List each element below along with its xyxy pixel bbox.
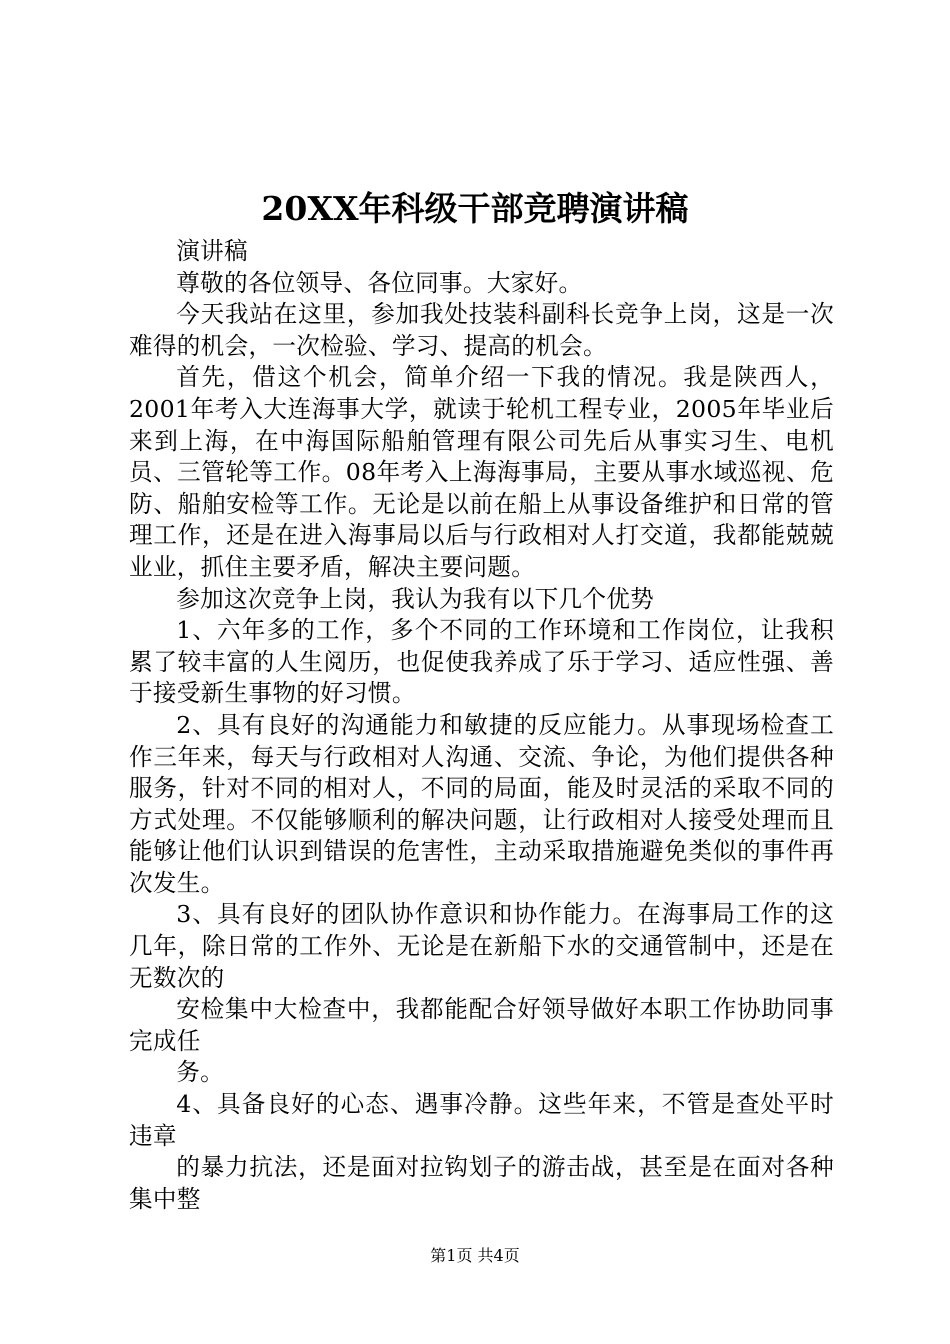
page-footer: 第1页 共4页: [430, 1246, 520, 1265]
paragraph: 务。: [176, 1058, 224, 1087]
paragraph: 演讲稿: [176, 237, 248, 265]
paragraph: 参加这次竞争上岗，我认为我有以下几个优势: [176, 584, 655, 613]
paragraph: 3、具有良好的团队协作意识和协作能力。在海事局工作的这几年，除日常的工作外、无论是在新船下水的交通管制中，还是在无数次的: [129, 900, 834, 992]
paragraph: 4、具备良好的心态、遇事冷静。这些年来，不管是查处平时违章: [129, 1090, 834, 1150]
paragraph: 安检集中大检查中，我都能配合好领导做好本职工作协助同事完成任: [129, 995, 834, 1055]
paragraph: 尊敬的各位领导、各位同事。大家好。: [176, 268, 583, 297]
document-body: [129, 236, 834, 1215]
document-title: 20XX年科级干部竞聘演讲稿: [261, 189, 689, 228]
paragraph: 2、具有良好的沟通能力和敏捷的反应能力。从事现场检查工作三年来，每天与行政相对人沟通、交流、争论，为他们提供各种服务，针对不同的相对人，不同的局面，能及时灵活的采取不同的方式处理。不仅能够顺利的解决问题，让行政相对人接受处理而且能够让他们认识到错误的危害性，主动采取措施避免类似的事件再次发生。: [129, 710, 834, 897]
paragraph: 的暴力抗法，还是面对拉钩划子的游击战，甚至是在面对各种集中整: [129, 1153, 834, 1213]
paragraph: 首先，借这个机会，简单介绍一下我的情况。我是陕西人，2001年考入大连海事大学，就读于轮机工程专业，2005年毕业后来到上海，在中海国际船舶管理有限公司先后从事实习生、电机员、三管轮等工作。08年考入上海海事局，主要从事水域巡视、危防、船舶安检等工作。无论是以前在船上从事设备维护和日常的管理工作，还是在进入海事局以后与行政相对人打交道，我都能兢兢业业，抓住主要矛盾，解决主要问题。: [129, 363, 834, 581]
paragraph: 1、六年多的工作，多个不同的工作环境和工作岗位，让我积累了较丰富的人生阅历，也促使我养成了乐于学习、适应性强、善于接受新生事物的好习惯。: [129, 616, 834, 708]
paragraph: 今天我站在这里，参加我处技装科副科长竞争上岗，这是一次难得的机会，一次检验、学习、提高的机会。: [129, 300, 834, 360]
